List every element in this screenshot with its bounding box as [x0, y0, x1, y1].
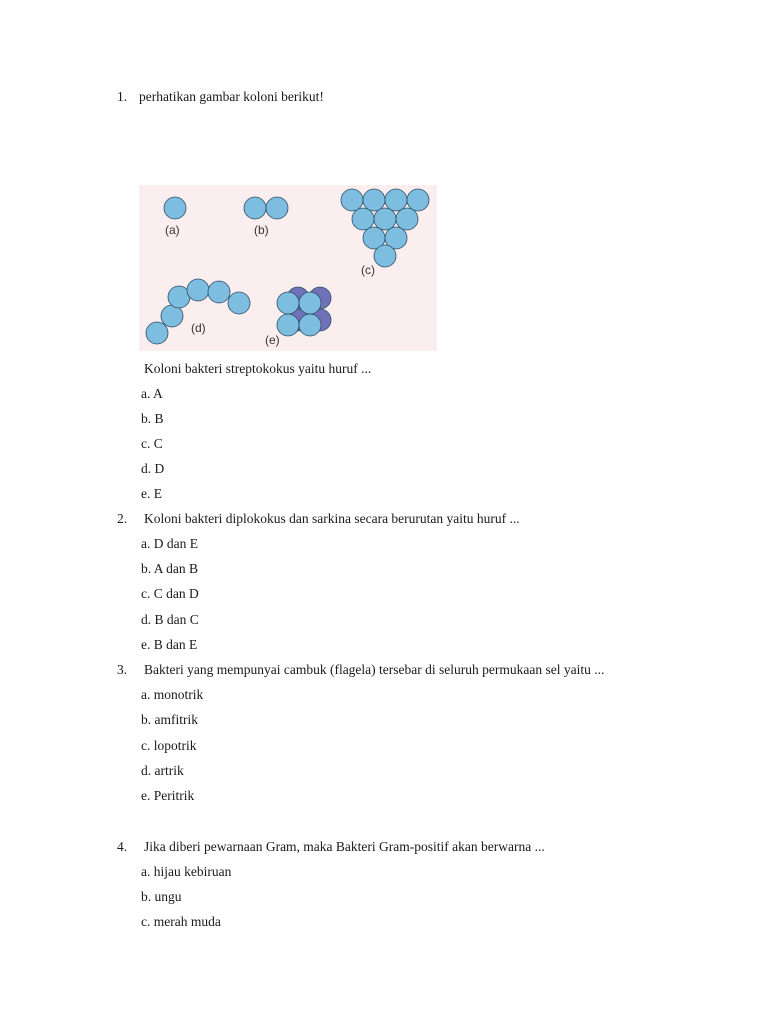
label-d: (d) [191, 321, 206, 335]
colony-c-cell [374, 208, 396, 230]
question-1-prompt: Koloni bakteri streptokokus yaitu huruf ... [144, 361, 372, 376]
q1-option-b: b. B [141, 411, 164, 426]
q1-option-e: e. E [141, 486, 162, 501]
colony-c-cell [396, 208, 418, 230]
colony-a-cell [164, 197, 186, 219]
colony-d-cell [187, 279, 209, 301]
q2-option-a: a. D dan E [141, 536, 198, 551]
q3-option-d: d. artrik [141, 763, 184, 778]
q4-option-c: c. merah muda [141, 914, 221, 929]
label-a: (a) [165, 223, 180, 237]
q3-option-b: b. amfitrik [141, 712, 198, 727]
colony-b-cell [244, 197, 266, 219]
q1-option-a: a. A [141, 386, 163, 401]
colony-e-cell [277, 314, 299, 336]
q3-option-e: e. Peritrik [141, 788, 195, 803]
colony-b-cell [266, 197, 288, 219]
question-1-text: perhatikan gambar koloni berikut! [139, 89, 324, 104]
q3-option-a: a. monotrik [141, 687, 204, 702]
colony-d-cell [208, 281, 230, 303]
colony-c-cell [407, 189, 429, 211]
bacteria-colony-figure [139, 185, 437, 351]
question-4-number: 4. [117, 839, 128, 854]
question-4-text: Jika diberi pewarnaan Gram, maka Bakteri Gram-positif akan berwarna ... [144, 839, 545, 854]
question-1-number: 1. [117, 89, 128, 104]
q2-option-d: d. B dan C [141, 612, 199, 627]
label-e: (e) [265, 333, 280, 347]
colony-c-cell [374, 245, 396, 267]
q4-option-b: b. ungu [141, 889, 182, 904]
question-2-text: Koloni bakteri diplokokus dan sarkina secara berurutan yaitu huruf ... [144, 511, 520, 526]
colony-c-cell [385, 189, 407, 211]
question-3-number: 3. [117, 662, 128, 677]
q2-option-b: b. A dan B [141, 561, 199, 576]
colony-d-cell [228, 292, 250, 314]
colony-c-cell [363, 189, 385, 211]
q2-option-c: c. C dan D [141, 586, 199, 601]
q2-option-e: e. B dan E [141, 637, 198, 652]
colony-e-cell [299, 292, 321, 314]
q4-option-a: a. hijau kebiruan [141, 864, 232, 879]
question-3-text: Bakteri yang mempunyai cambuk (flagela) tersebar di seluruh permukaan sel yaitu ... [144, 662, 605, 677]
q1-option-c: c. C [141, 436, 163, 451]
label-b: (b) [254, 223, 269, 237]
label-c: (c) [361, 263, 375, 277]
q1-option-d: d. D [141, 461, 165, 476]
question-2-number: 2. [117, 511, 128, 526]
q3-option-c: c. lopotrik [141, 738, 197, 753]
colony-c-cell [341, 189, 363, 211]
colony-c-cell [352, 208, 374, 230]
colony-e-cell [299, 314, 321, 336]
colony-e-cell [277, 292, 299, 314]
colony-d-cell [146, 322, 168, 344]
